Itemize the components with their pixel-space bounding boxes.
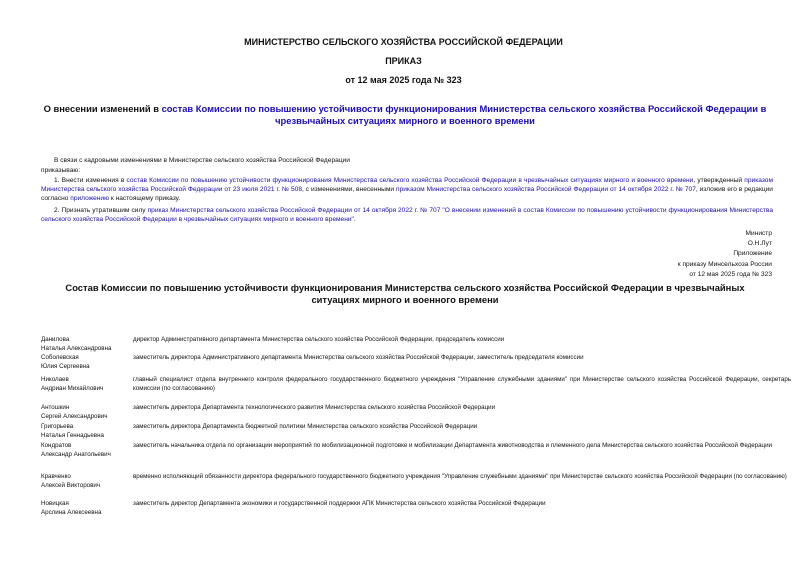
appendix-to: к приказу Минсельхоза России xyxy=(677,261,772,268)
p1-text-e: к настоящему приказу. xyxy=(109,195,181,202)
p2-text-a: 2. Признать утратившим силу xyxy=(54,207,148,214)
member-surname: Антошкин xyxy=(41,404,70,411)
member-surname: Новицкая xyxy=(41,500,69,507)
member-role: заместитель директора Административного департамента Министерства сельского хозяйства Российской Федерации, заместитель председателя комиссии xyxy=(133,354,584,361)
title-link[interactable]: состав Комиссии по повышению устойчивости функционирования Министерства сельского хозяйства Российской Федерации в чрезвычайных ситуациях мирного и военного времени xyxy=(161,103,767,126)
p1-link-appendix[interactable]: приложению xyxy=(70,195,110,202)
member-name xyxy=(41,376,129,393)
member-role: главный специалист отдела внутреннего контроля федерального государственного бюджетного учреждения "Управление служебными зданиями" при Министерстве сельского хозяйства Российской Федерации, секретарь комиссии (по согласованию) xyxy=(133,376,791,392)
appendix-date: от 12 мая 2025 года № 323 xyxy=(689,271,772,278)
p1-text-b: , утвержденный xyxy=(693,177,745,184)
p1-link-order-707[interactable]: приказом Министерства сельского хозяйства Российской Федерации от 14 октября 2022 г. № 707 xyxy=(396,186,696,193)
title-prefix: О внесении изменений в xyxy=(43,103,162,114)
member-role: заместитель директор Департамента экономики и государственной поддержки АПК Министерства сельского хозяйства Российской Федерации xyxy=(133,500,546,507)
member-surname: Григорьева xyxy=(41,423,74,430)
member-surname: Соболевская xyxy=(41,354,79,361)
p2-text-b: . xyxy=(353,216,356,223)
p1-link-order-508[interactable]: приказом Министерства сельского хозяйства Российской Федерации от 23 июля 2021 г. № 508 xyxy=(41,177,773,193)
intro-text: В связи с кадровыми изменениями в Министерстве сельского хозяйства Российской Федерации xyxy=(54,157,350,164)
member-role: временно исполняющий обязанности директора федерального государственного бюджетного учреждения "Управление служебными зданиями" при Министерстве сельского хозяйства Российской Федерации (по согласованию) xyxy=(133,473,787,480)
member-surname: Данилова xyxy=(41,336,70,343)
p1-link-composition[interactable]: состав Комиссии по повышению устойчивости функционирования Министерства сельского хозяйства Российской Федерации в чрезвычайных ситуациях мирного и военного времени xyxy=(126,177,694,184)
ministry-header: МИНИСТЕРСТВО СЕЛЬСКОГО ХОЗЯЙСТВА РОССИЙСКОЙ ФЕДЕРАЦИИ xyxy=(244,37,563,47)
appendix-label: Приложение xyxy=(733,250,772,257)
member-given: Наталья Геннадьевна xyxy=(41,431,104,439)
member-role: заместитель начальника отдела по организации мероприятий по мобилизационной подготовке и мобилизации Департамента животноводства и племенного дела Министерства сельского хозяйства Российской Федерации xyxy=(133,442,773,449)
member-surname: Николаев xyxy=(41,376,69,383)
member-given: Андриан Михайлович xyxy=(41,384,104,392)
paragraph-2 xyxy=(41,206,773,224)
signature-name: О.Н.Лут xyxy=(747,240,772,247)
member-given: Наталья Александровна xyxy=(41,344,112,352)
member-name xyxy=(41,442,129,459)
member-name xyxy=(41,423,129,440)
doc-date-number: от 12 мая 2025 года № 323 xyxy=(345,75,462,85)
member-given: Юлия Сергеевна xyxy=(41,362,90,370)
p1-text-c: , с изменениями, внесенными xyxy=(301,186,396,193)
composition-title: Состав Комиссии по повышению устойчивости функционирования Министерства сельского хозяйства Российской Федерации в чрезвычайных ситуациях мирного и военного времени xyxy=(65,282,745,305)
member-role: заместитель директора Департамента бюджетной политики Министерства сельского хозяйства Российской Федерации xyxy=(133,423,478,430)
signature-position: Министр xyxy=(745,230,772,237)
member-given: Алексей Викторович xyxy=(41,481,101,489)
p1-text-a: 1. Внести изменения в xyxy=(54,177,127,184)
member-name xyxy=(41,500,129,517)
member-role: директор Административного департамента Министерства сельского хозяйства Российской Федерации, председатель комиссии xyxy=(133,336,505,343)
order-word: приказываю: xyxy=(41,167,81,174)
doc-title xyxy=(40,103,770,127)
member-given: Арслина Алексеевна xyxy=(41,508,102,516)
member-surname: Кравченко xyxy=(41,473,71,480)
p2-link-order-707[interactable]: приказ Министерства сельского хозяйства Российской Федерации от 14 октября 2022 г. № 707 "О внесении изменений в состав Комиссии по повышению устойчивости функционирования Министерства сельского хозяйства Российской Федерации в чрезвычайных ситуациях мирного и военного времени" xyxy=(41,207,773,223)
member-surname: Кондратов xyxy=(41,442,72,449)
member-name xyxy=(41,473,129,490)
member-name xyxy=(41,336,129,353)
doc-type: ПРИКАЗ xyxy=(385,56,422,66)
member-given: Сергей Александрович xyxy=(41,412,108,420)
member-name xyxy=(41,404,129,421)
member-name xyxy=(41,354,129,371)
paragraph-1 xyxy=(41,176,773,203)
p1-text-d: , изложив его в редакции согласно xyxy=(41,186,773,202)
member-role: заместитель директора Департамента технологического развития Министерства сельского хозяйства Российской Федерации xyxy=(133,404,496,411)
member-given: Александр Анатольевич xyxy=(41,450,111,458)
